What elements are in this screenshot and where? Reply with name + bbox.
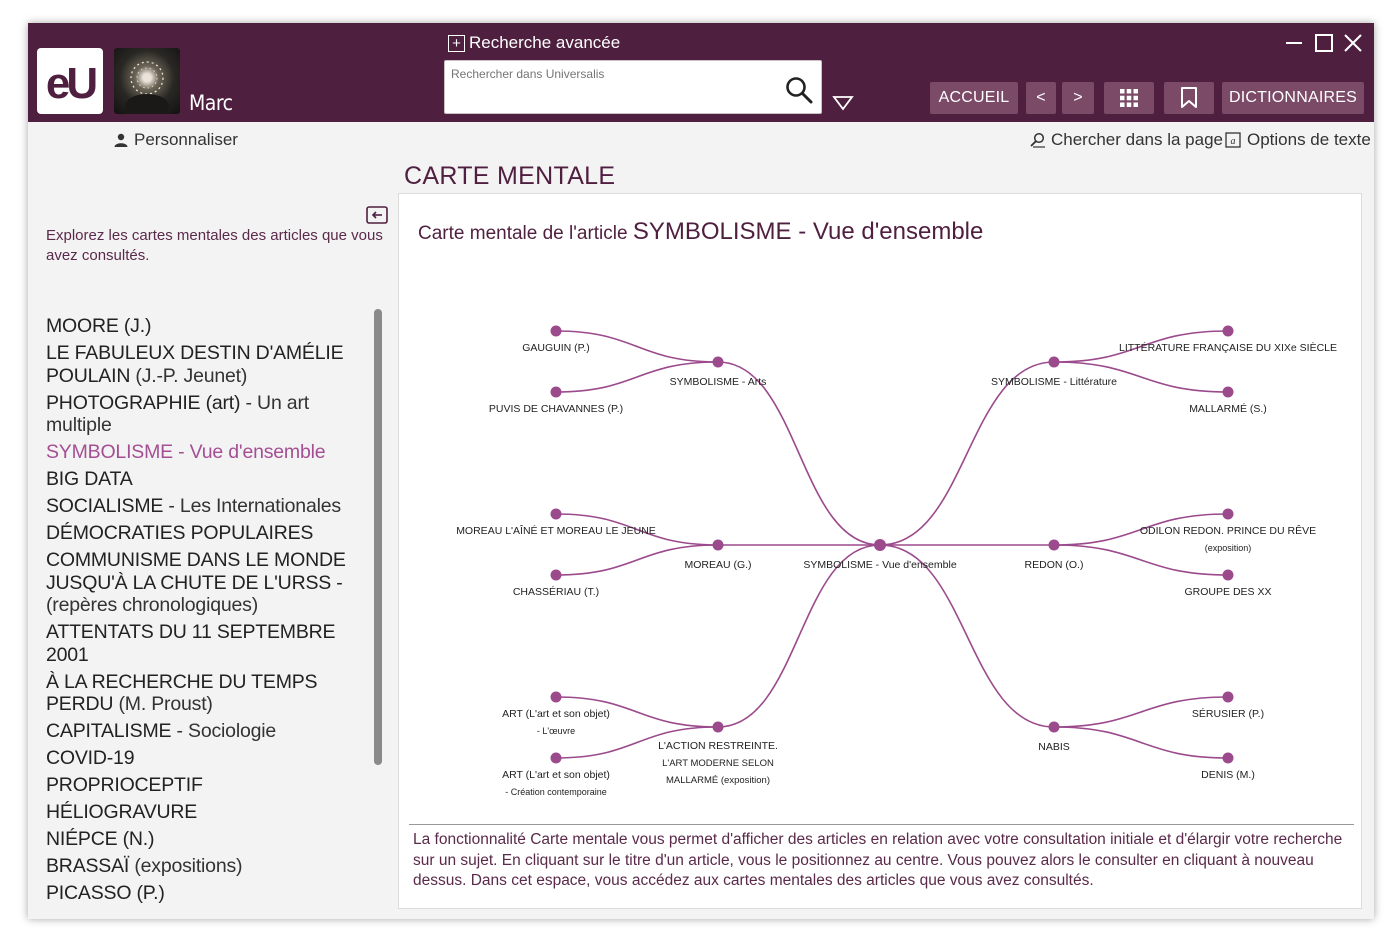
- mindmap-child-label[interactable]: [1192, 707, 1264, 720]
- mindmap-link: [718, 362, 880, 545]
- history-item[interactable]: [46, 522, 366, 545]
- history-item-subtitle: (J.-P. Jeunet): [130, 364, 248, 387]
- mindmap-branch-node[interactable]: [1049, 357, 1060, 368]
- mindmap-branch-node[interactable]: [713, 540, 724, 551]
- history-item-subtitle: - Vue d'ensemble: [172, 441, 326, 463]
- history-item[interactable]: [46, 392, 366, 437]
- mindmap-child-label-line: (exposition): [1204, 543, 1252, 553]
- mindmap-child-label-line: SÉRUSIER (P.): [1191, 708, 1265, 720]
- advanced-search-link[interactable]: [448, 33, 620, 53]
- apps-grid-button[interactable]: [1104, 82, 1154, 114]
- history-item[interactable]: [46, 315, 366, 338]
- minimize-icon[interactable]: [1284, 33, 1304, 53]
- mindmap-child-node[interactable]: [1223, 326, 1234, 337]
- history-item[interactable]: [46, 801, 366, 824]
- collapse-sidebar-icon[interactable]: [366, 206, 388, 224]
- history-item-subtitle: - Un art multiple: [46, 391, 309, 436]
- find-user-icon: [1030, 132, 1046, 148]
- mindmap-child-label[interactable]: [522, 342, 589, 354]
- history-item[interactable]: [46, 549, 366, 617]
- history-item-title: BIG DATA: [46, 468, 133, 490]
- mindmap-panel: [398, 193, 1362, 909]
- user-icon: [114, 133, 128, 147]
- mindmap-child-label-line: GAUGUIN (P.): [522, 342, 590, 354]
- mindmap-child-label[interactable]: [1189, 402, 1267, 415]
- mindmap-links: [556, 331, 1228, 758]
- history-item-title: PROPRIOCEPTIF: [46, 774, 203, 796]
- app-window: [28, 23, 1374, 919]
- history-item-subtitle: (expositions): [129, 855, 243, 877]
- mindmap-heading-prefix: Carte mentale de l'article: [418, 223, 633, 244]
- history-item-title: CAPITALISME: [46, 720, 172, 742]
- mindmap-child-label[interactable]: [502, 769, 610, 797]
- history-item[interactable]: [46, 621, 366, 666]
- sidebar-intro: Explorez les cartes mentales des articles que vous avez consultés.: [46, 227, 383, 264]
- mindmap-help-text: La fonctionnalité Carte mentale vous permet d'afficher des articles en relation avec votre consultation initiale et d'élargir votre recherche sur un sujet. En cliquant sur le titre d'un article, vous le positionnez au centre. Vous pouvez alors le consulter en cliquant à nouveau dessus. Dans cet espace, vous accédez aux cartes mentales des articles que vous avez consultés.: [413, 831, 1343, 889]
- history-item-title: ATTENTATS DU 11 SEPTEMBRE 2001: [46, 621, 336, 666]
- mindmap-child-label-line: DENIS (M.): [1201, 769, 1255, 781]
- history-item-subtitle: (repères chronologiques): [46, 594, 258, 616]
- mindmap-child-label-line: - Création contemporaine: [505, 787, 607, 797]
- history-item-title: HÉLIOGRAVURE: [46, 801, 198, 823]
- mindmap-child-label[interactable]: [489, 403, 623, 415]
- text-options-link[interactable]: [1225, 130, 1371, 150]
- mindmap-branch-label[interactable]: SYMBOLISME - Littérature: [990, 376, 1118, 388]
- mindmap-child-label-line: MOREAU L'AÎNÉ ET MOREAU LE JEUNE: [456, 525, 656, 537]
- bookmark-icon: [1180, 87, 1198, 109]
- mindmap-child-node[interactable]: [1223, 753, 1234, 764]
- mindmap-branch-node[interactable]: [713, 357, 724, 368]
- mindmap-child-label-line: CHASSÉRIAU (T.): [512, 586, 600, 598]
- mindmap-child-label-line: ART (L'art et son objet): [502, 769, 610, 781]
- history-item-title: BRASSAÏ: [46, 855, 130, 877]
- footer-divider: [409, 824, 1354, 825]
- mindmap-center-node[interactable]: [874, 539, 886, 551]
- mindmap-branch-node[interactable]: [713, 722, 724, 733]
- history-item-title: NIÉPCE (N.): [46, 828, 155, 850]
- svg-text:eU: eU: [45, 59, 95, 106]
- mindmap-heading-article: SYMBOLISME - Vue d'ensemble: [632, 218, 984, 245]
- history-item[interactable]: [46, 495, 366, 518]
- page-title: CARTE MENTALE: [404, 162, 616, 190]
- mindmap-child-label-line: MALLARMÉ (S.): [1189, 403, 1267, 415]
- mindmap-child-label[interactable]: [1140, 524, 1316, 553]
- mindmap-link: [880, 545, 1054, 727]
- history-item[interactable]: [46, 671, 366, 716]
- close-icon[interactable]: [1343, 33, 1363, 53]
- personalize-link[interactable]: [114, 130, 238, 150]
- mindmap-child-node[interactable]: [1223, 692, 1234, 703]
- history-item[interactable]: [46, 720, 366, 743]
- history-item-title: DÉMOCRATIES POPULAIRES: [46, 522, 314, 544]
- history-item[interactable]: [46, 855, 366, 878]
- mindmap-child-label[interactable]: [1201, 769, 1255, 781]
- history-item-title: PHOTOGRAPHIE (art): [46, 391, 241, 414]
- mindmap-link: [718, 545, 880, 727]
- mindmap-child-node[interactable]: [1223, 509, 1234, 520]
- forward-button[interactable]: >: [1062, 82, 1094, 114]
- mindmap-center-label[interactable]: SYMBOLISME - Vue d'ensemble: [803, 559, 957, 571]
- history-item-subtitle: - Sociologie: [171, 720, 277, 742]
- mindmap-link: [1054, 727, 1228, 758]
- search-box: [444, 60, 822, 114]
- history-item-title: SOCIALISME: [46, 495, 164, 517]
- mindmap-child-node[interactable]: [551, 326, 562, 337]
- history-item-title: SYMBOLISME: [46, 441, 173, 463]
- mindmap-child-label-line: ODILON REDON. PRINCE DU RÊVE: [1139, 525, 1317, 537]
- mindmap-branch-label[interactable]: REDON (O.): [1024, 559, 1084, 571]
- text-options-icon: [1225, 132, 1241, 148]
- personalize-label: Personnaliser: [134, 130, 238, 149]
- mindmap-child-label-line: ART (L'art et son objet): [502, 708, 610, 720]
- history-item-title: MOORE (J.): [46, 315, 152, 337]
- mindmap-child-label[interactable]: [1185, 586, 1272, 598]
- advanced-search-label: Recherche avancée: [469, 33, 621, 52]
- mindmap-child-node[interactable]: [1223, 387, 1234, 398]
- sidebar-scrollbar[interactable]: [374, 309, 382, 765]
- history-item-subtitle: - Les Internationales: [163, 495, 341, 517]
- search-options-triangle-icon[interactable]: [832, 95, 854, 111]
- mindmap-child-node[interactable]: [551, 570, 562, 581]
- find-in-page-link[interactable]: [1030, 130, 1223, 150]
- history-list: [46, 315, 366, 909]
- search-input[interactable]: [451, 65, 771, 83]
- logo-icon: [40, 56, 100, 106]
- mindmap-child-label[interactable]: [1119, 341, 1337, 354]
- text-options-label: Options de texte: [1247, 130, 1371, 149]
- mindmap-branch-node[interactable]: [1049, 540, 1060, 551]
- mindmap-branch-label[interactable]: NABIS: [1038, 741, 1070, 753]
- history-item[interactable]: [46, 468, 366, 491]
- back-button[interactable]: <: [1026, 82, 1056, 114]
- mindmap-child-label-line: PUVIS DE CHAVANNES (P.): [488, 403, 624, 415]
- svg-text:a: a: [1230, 136, 1236, 147]
- mindmap-child-label[interactable]: [513, 585, 599, 598]
- universalis-logo[interactable]: [37, 48, 103, 114]
- history-item-subtitle: (M. Proust): [113, 693, 213, 715]
- history-item[interactable]: [46, 774, 366, 797]
- history-item-title: COVID-19: [46, 747, 135, 769]
- mindmap-branch-label[interactable]: MOREAU (G.): [684, 559, 752, 571]
- bookmark-button[interactable]: [1164, 82, 1214, 114]
- mindmap-child-node[interactable]: [551, 509, 562, 520]
- mindmap-child-node[interactable]: [551, 387, 562, 398]
- search-icon[interactable]: [785, 76, 813, 104]
- avatar-image-icon: [114, 48, 180, 114]
- mindmap-nodes: [456, 326, 1337, 798]
- mindmap-child-label[interactable]: [502, 708, 610, 736]
- maximize-icon[interactable]: [1314, 33, 1334, 53]
- mindmap-branch-label[interactable]: [658, 740, 778, 786]
- grid-icon: [1119, 88, 1139, 108]
- mindmap-child-label[interactable]: [456, 524, 656, 537]
- history-item-title: LE FABULEUX DESTIN D'AMÉLIE POULAIN: [46, 342, 344, 387]
- mindmap-child-label-line: GROUPE DES XX: [1184, 586, 1272, 598]
- mindmap-branch-label-line: L'ACTION RESTREINTE.: [658, 740, 778, 752]
- home-button[interactable]: ACCUEIL: [930, 82, 1018, 114]
- mindmap-child-node[interactable]: [551, 692, 562, 703]
- mindmap-child-label-line: - L'œuvre: [536, 726, 576, 736]
- mindmap-child-node[interactable]: [551, 753, 562, 764]
- mindmap-link: [880, 362, 1054, 545]
- plus-box-icon: +: [448, 35, 465, 52]
- history-item[interactable]: [46, 882, 366, 905]
- user-avatar[interactable]: [114, 48, 180, 114]
- mindmap-branch-label-line: L'ART MODERNE SELON: [662, 758, 774, 769]
- mindmap-graph: [399, 194, 1363, 910]
- mindmap-child-node[interactable]: [1223, 570, 1234, 581]
- find-in-page-label: Chercher dans la page: [1051, 130, 1224, 149]
- history-item-title: PICASSO (P.): [46, 882, 165, 904]
- history-item-title: À LA RECHERCHE DU TEMPS PERDU: [46, 670, 318, 715]
- history-item[interactable]: [46, 342, 366, 387]
- history-item[interactable]: [46, 441, 366, 464]
- mindmap-branch-label[interactable]: SYMBOLISME - Arts: [669, 376, 767, 388]
- mindmap-child-label-line: LITTÉRATURE FRANÇAISE DU XIXe SIÈCLE: [1118, 342, 1338, 354]
- history-item[interactable]: [46, 747, 366, 770]
- history-item-title: COMMUNISME DANS LE MONDE JUSQU'À LA CHUTE DE L'URSS -: [46, 549, 346, 594]
- dictionaries-button[interactable]: DICTIONNAIRES: [1222, 82, 1364, 114]
- mindmap-branch-node[interactable]: [1049, 722, 1060, 733]
- username: Marc: [189, 91, 233, 115]
- app-header: [28, 23, 1374, 122]
- history-item[interactable]: [46, 828, 366, 851]
- mindmap-branch-label-line: MALLARMÉ (exposition): [665, 775, 771, 786]
